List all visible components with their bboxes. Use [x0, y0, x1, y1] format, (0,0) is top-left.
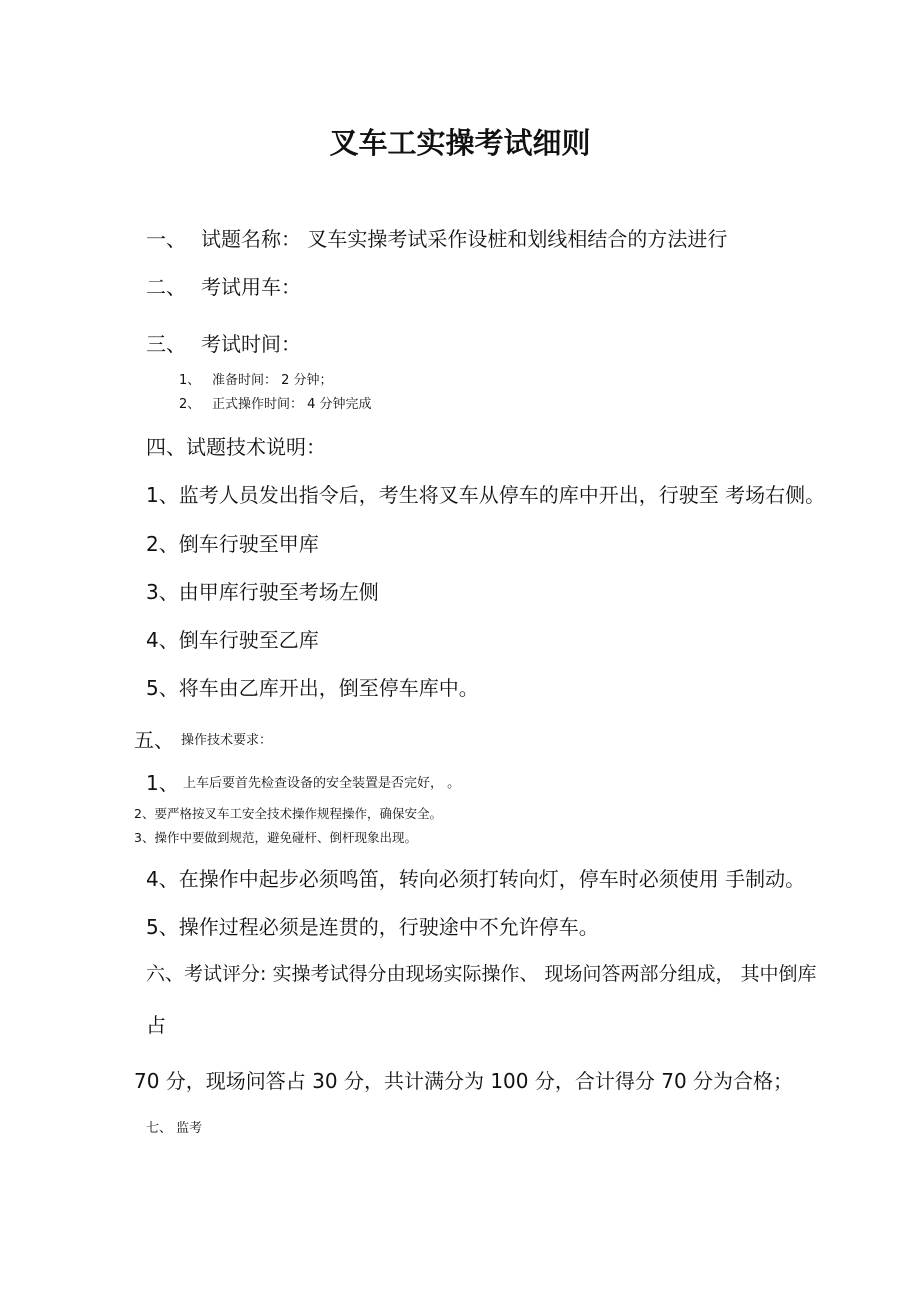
section5-text: 操作技术要求： [181, 733, 273, 748]
section3-item2-number: 2、 [179, 397, 201, 412]
section5-number: 五、 [134, 728, 174, 752]
section6-line3: 70 分，现场问答占 30 分，共计满分为 100 分，合计得分 70 分为合格； [134, 1069, 794, 1093]
section4-item2: 2、倒车行驶至甲库 [146, 532, 319, 556]
section4-item5: 5、将车由乙库开出，倒至停车库中。 [146, 676, 479, 700]
section7-text: 七、 监考 [146, 1121, 203, 1136]
section5-item2: 2、要严格按叉车工安全技术操作规程操作，确保安全。 [134, 806, 442, 821]
section3-text: 考试时间： [201, 332, 301, 356]
section3-item1-text: 准备时间： 2 分钟； [212, 373, 333, 388]
section4-item3: 3、由甲库行驶至考场左侧 [146, 580, 379, 604]
section3-item1-number: 1、 [179, 373, 201, 388]
section2-number: 二、 [146, 275, 186, 299]
section2-text: 考试用车： [201, 275, 301, 299]
section5-item1-text: 上车后要首先检查设备的安全装置是否完好， 。 [183, 776, 461, 791]
section1-text: 试题名称： 叉车实操考试采作设桩和划线相结合的方法进行 [201, 227, 728, 251]
section3-item2-text: 正式操作时间： 4 分钟完成 [212, 397, 372, 412]
section5-item4: 4、在操作中起步必须鸣笛，转向必须打转向灯，停车时必须使用 手制动。 [146, 867, 806, 891]
section5-item3: 3、操作中要做到规范，避免碰杆、倒杆现象出现。 [134, 830, 417, 845]
section1-number: 一、 [146, 227, 186, 251]
section4-heading: 四、试题技术说明： [146, 435, 326, 459]
section3-number: 三、 [146, 332, 186, 356]
section4-item4: 4、倒车行驶至乙库 [146, 628, 319, 652]
section5-item1-number: 1、 [146, 771, 179, 795]
section6-line1: 六、考试评分: 实操考试得分由现场实际操作、 现场问答两部分组成， 其中倒库 [146, 963, 817, 985]
section4-item1: 1、监考人员发出指令后，考生将叉车从停车的库中开出，行驶至 考场右侧。 [146, 483, 826, 507]
section6-line2: 占 [146, 1013, 166, 1037]
document-title: 叉车工实操考试细则 [329, 126, 591, 160]
section5-item5: 5、操作过程必须是连贯的，行驶途中不允许停车。 [146, 915, 599, 939]
